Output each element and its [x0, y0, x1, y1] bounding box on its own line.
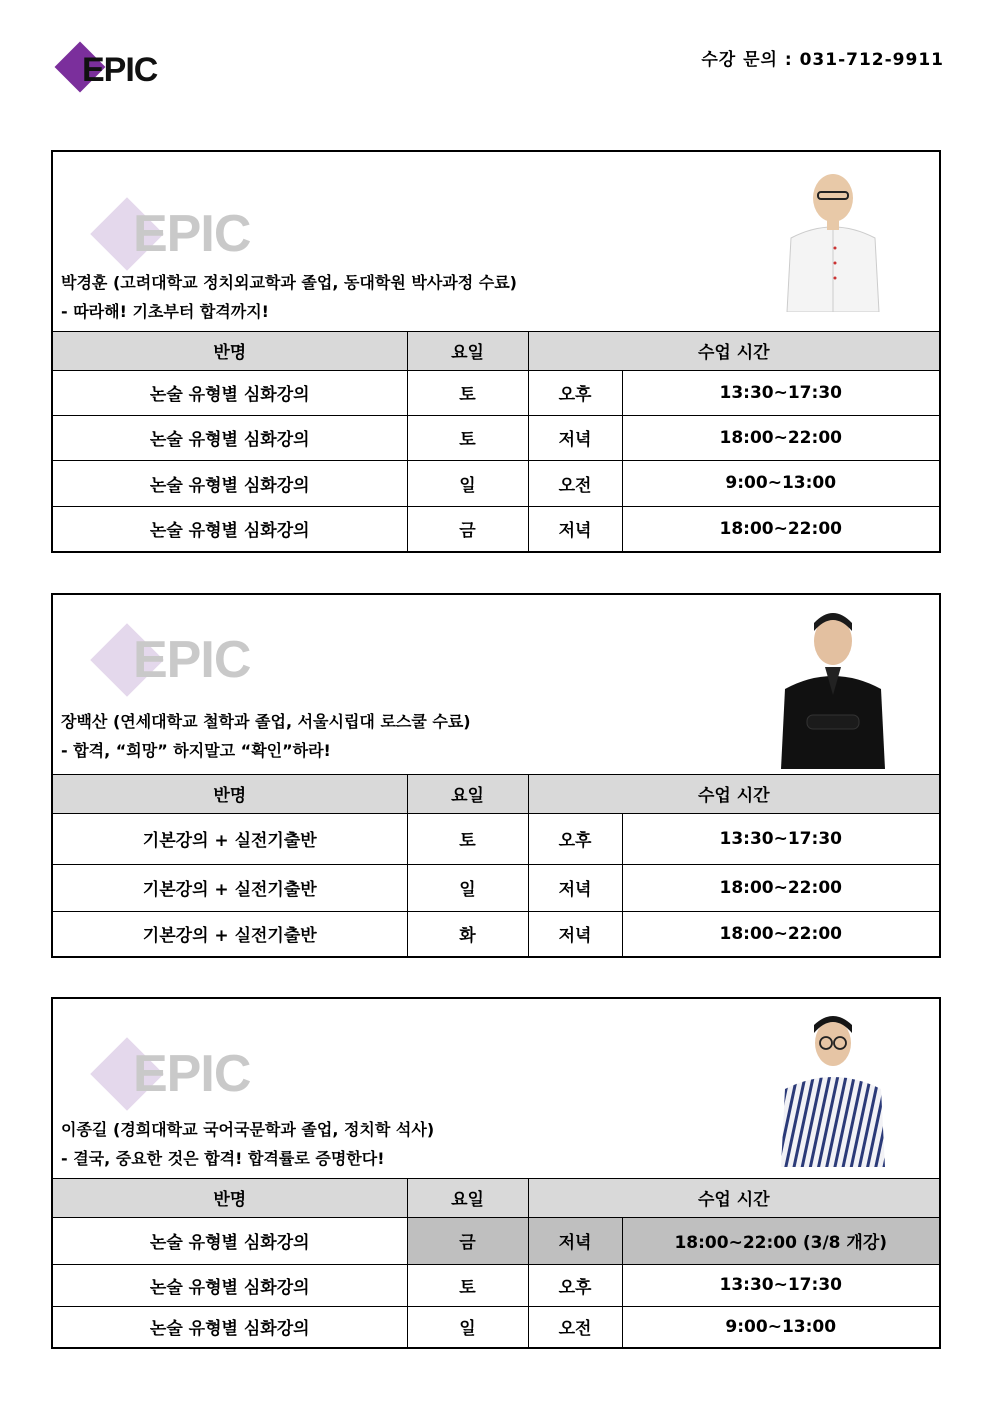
cell-period: 저녁	[528, 1217, 622, 1264]
cell-time: 13:30~17:30	[622, 1264, 939, 1306]
instructor-section-2	[51, 593, 941, 958]
table-row	[53, 1306, 939, 1347]
header-time: 수업 시간	[528, 332, 939, 370]
table-row	[53, 1264, 939, 1306]
instructor-slogan: - 합격, “희망” 하지말고 “확인”하라!	[61, 741, 331, 760]
instructor-name: 박경훈 (고려대학교 정치외교학과 졸업, 동대학원 박사과정 수료)	[61, 273, 517, 292]
logo-text: EPIC	[82, 51, 158, 89]
cell-day: 토	[407, 1264, 528, 1306]
table-row	[53, 415, 939, 460]
epic-logo	[54, 44, 174, 96]
header-time: 수업 시간	[528, 1179, 939, 1217]
watermark-text: EPIC	[133, 205, 251, 263]
cell-class: 논술 유형별 심화강의	[53, 1306, 407, 1347]
cell-day: 토	[407, 415, 528, 460]
instructor-name: 장백산 (연세대학교 철학과 졸업, 서울시립대 로스쿨 수료)	[61, 712, 471, 731]
table-row	[53, 864, 939, 911]
cell-period: 저녁	[528, 911, 622, 956]
cell-class: 논술 유형별 심화강의	[53, 415, 407, 460]
contact-info: 수강 문의 : 031-712-9911	[701, 50, 944, 70]
schedule-table	[53, 332, 939, 551]
header-time: 수업 시간	[528, 775, 939, 813]
watermark-logo	[93, 620, 263, 700]
instructor-header	[53, 152, 939, 332]
schedule-table	[53, 1179, 939, 1347]
cell-period: 오전	[528, 1306, 622, 1347]
cell-day: 일	[407, 460, 528, 506]
cell-class: 기본강의 + 실전기출반	[53, 813, 407, 864]
cell-period: 저녁	[528, 864, 622, 911]
table-row	[53, 460, 939, 506]
cell-class: 논술 유형별 심화강의	[53, 1217, 407, 1264]
table-row-highlighted	[53, 1217, 939, 1264]
cell-period: 저녁	[528, 506, 622, 551]
instructor-slogan: - 따라해! 기초부터 합격까지!	[61, 302, 269, 321]
cell-day: 일	[407, 864, 528, 911]
instructor-header	[53, 999, 939, 1179]
cell-period: 오전	[528, 460, 622, 506]
cell-time: 18:00~22:00	[622, 415, 939, 460]
header-day: 요일	[407, 332, 528, 370]
cell-class: 기본강의 + 실전기출반	[53, 864, 407, 911]
cell-class: 논술 유형별 심화강의	[53, 460, 407, 506]
watermark-text: EPIC	[133, 1045, 251, 1103]
header-class: 반명	[53, 775, 407, 813]
cell-time: 13:30~17:30	[622, 370, 939, 415]
table-row	[53, 911, 939, 956]
cell-time: 18:00~22:00 (3/8 개강)	[622, 1217, 939, 1264]
cell-class: 기본강의 + 실전기출반	[53, 911, 407, 956]
header-class: 반명	[53, 332, 407, 370]
cell-period: 오후	[528, 1264, 622, 1306]
table-row	[53, 813, 939, 864]
table-row	[53, 370, 939, 415]
instructor-photo-white-shirt	[777, 168, 889, 312]
cell-period: 저녁	[528, 415, 622, 460]
cell-period: 오후	[528, 813, 622, 864]
cell-class: 논술 유형별 심화강의	[53, 506, 407, 551]
instructor-section-1	[51, 150, 941, 553]
table-row	[53, 506, 939, 551]
cell-time: 18:00~22:00	[622, 864, 939, 911]
header-day: 요일	[407, 775, 528, 813]
cell-day: 토	[407, 813, 528, 864]
instructor-slogan: - 결국, 중요한 것은 합격! 합격률로 증명한다!	[61, 1149, 385, 1168]
watermark-logo	[93, 194, 263, 274]
cell-day: 금	[407, 1217, 528, 1264]
cell-time: 18:00~22:00	[622, 506, 939, 551]
cell-time: 18:00~22:00	[622, 911, 939, 956]
watermark-text: EPIC	[133, 631, 251, 689]
cell-class: 논술 유형별 심화강의	[53, 1264, 407, 1306]
cell-day: 금	[407, 506, 528, 551]
cell-time: 9:00~13:00	[622, 1306, 939, 1347]
instructor-name: 이종길 (경희대학교 국어국문학과 졸업, 정치학 석사)	[61, 1120, 435, 1139]
cell-day: 토	[407, 370, 528, 415]
instructor-photo-striped-shirt	[777, 1009, 889, 1167]
cell-time: 13:30~17:30	[622, 813, 939, 864]
watermark-logo	[93, 1034, 263, 1114]
instructor-section-3	[51, 997, 941, 1349]
cell-period: 오후	[528, 370, 622, 415]
cell-time: 9:00~13:00	[622, 460, 939, 506]
cell-day: 일	[407, 1306, 528, 1347]
header-class: 반명	[53, 1179, 407, 1217]
cell-day: 화	[407, 911, 528, 956]
schedule-table	[53, 775, 939, 956]
instructor-photo-black-suit	[777, 605, 889, 769]
cell-class: 논술 유형별 심화강의	[53, 370, 407, 415]
header-day: 요일	[407, 1179, 528, 1217]
instructor-header	[53, 595, 939, 775]
